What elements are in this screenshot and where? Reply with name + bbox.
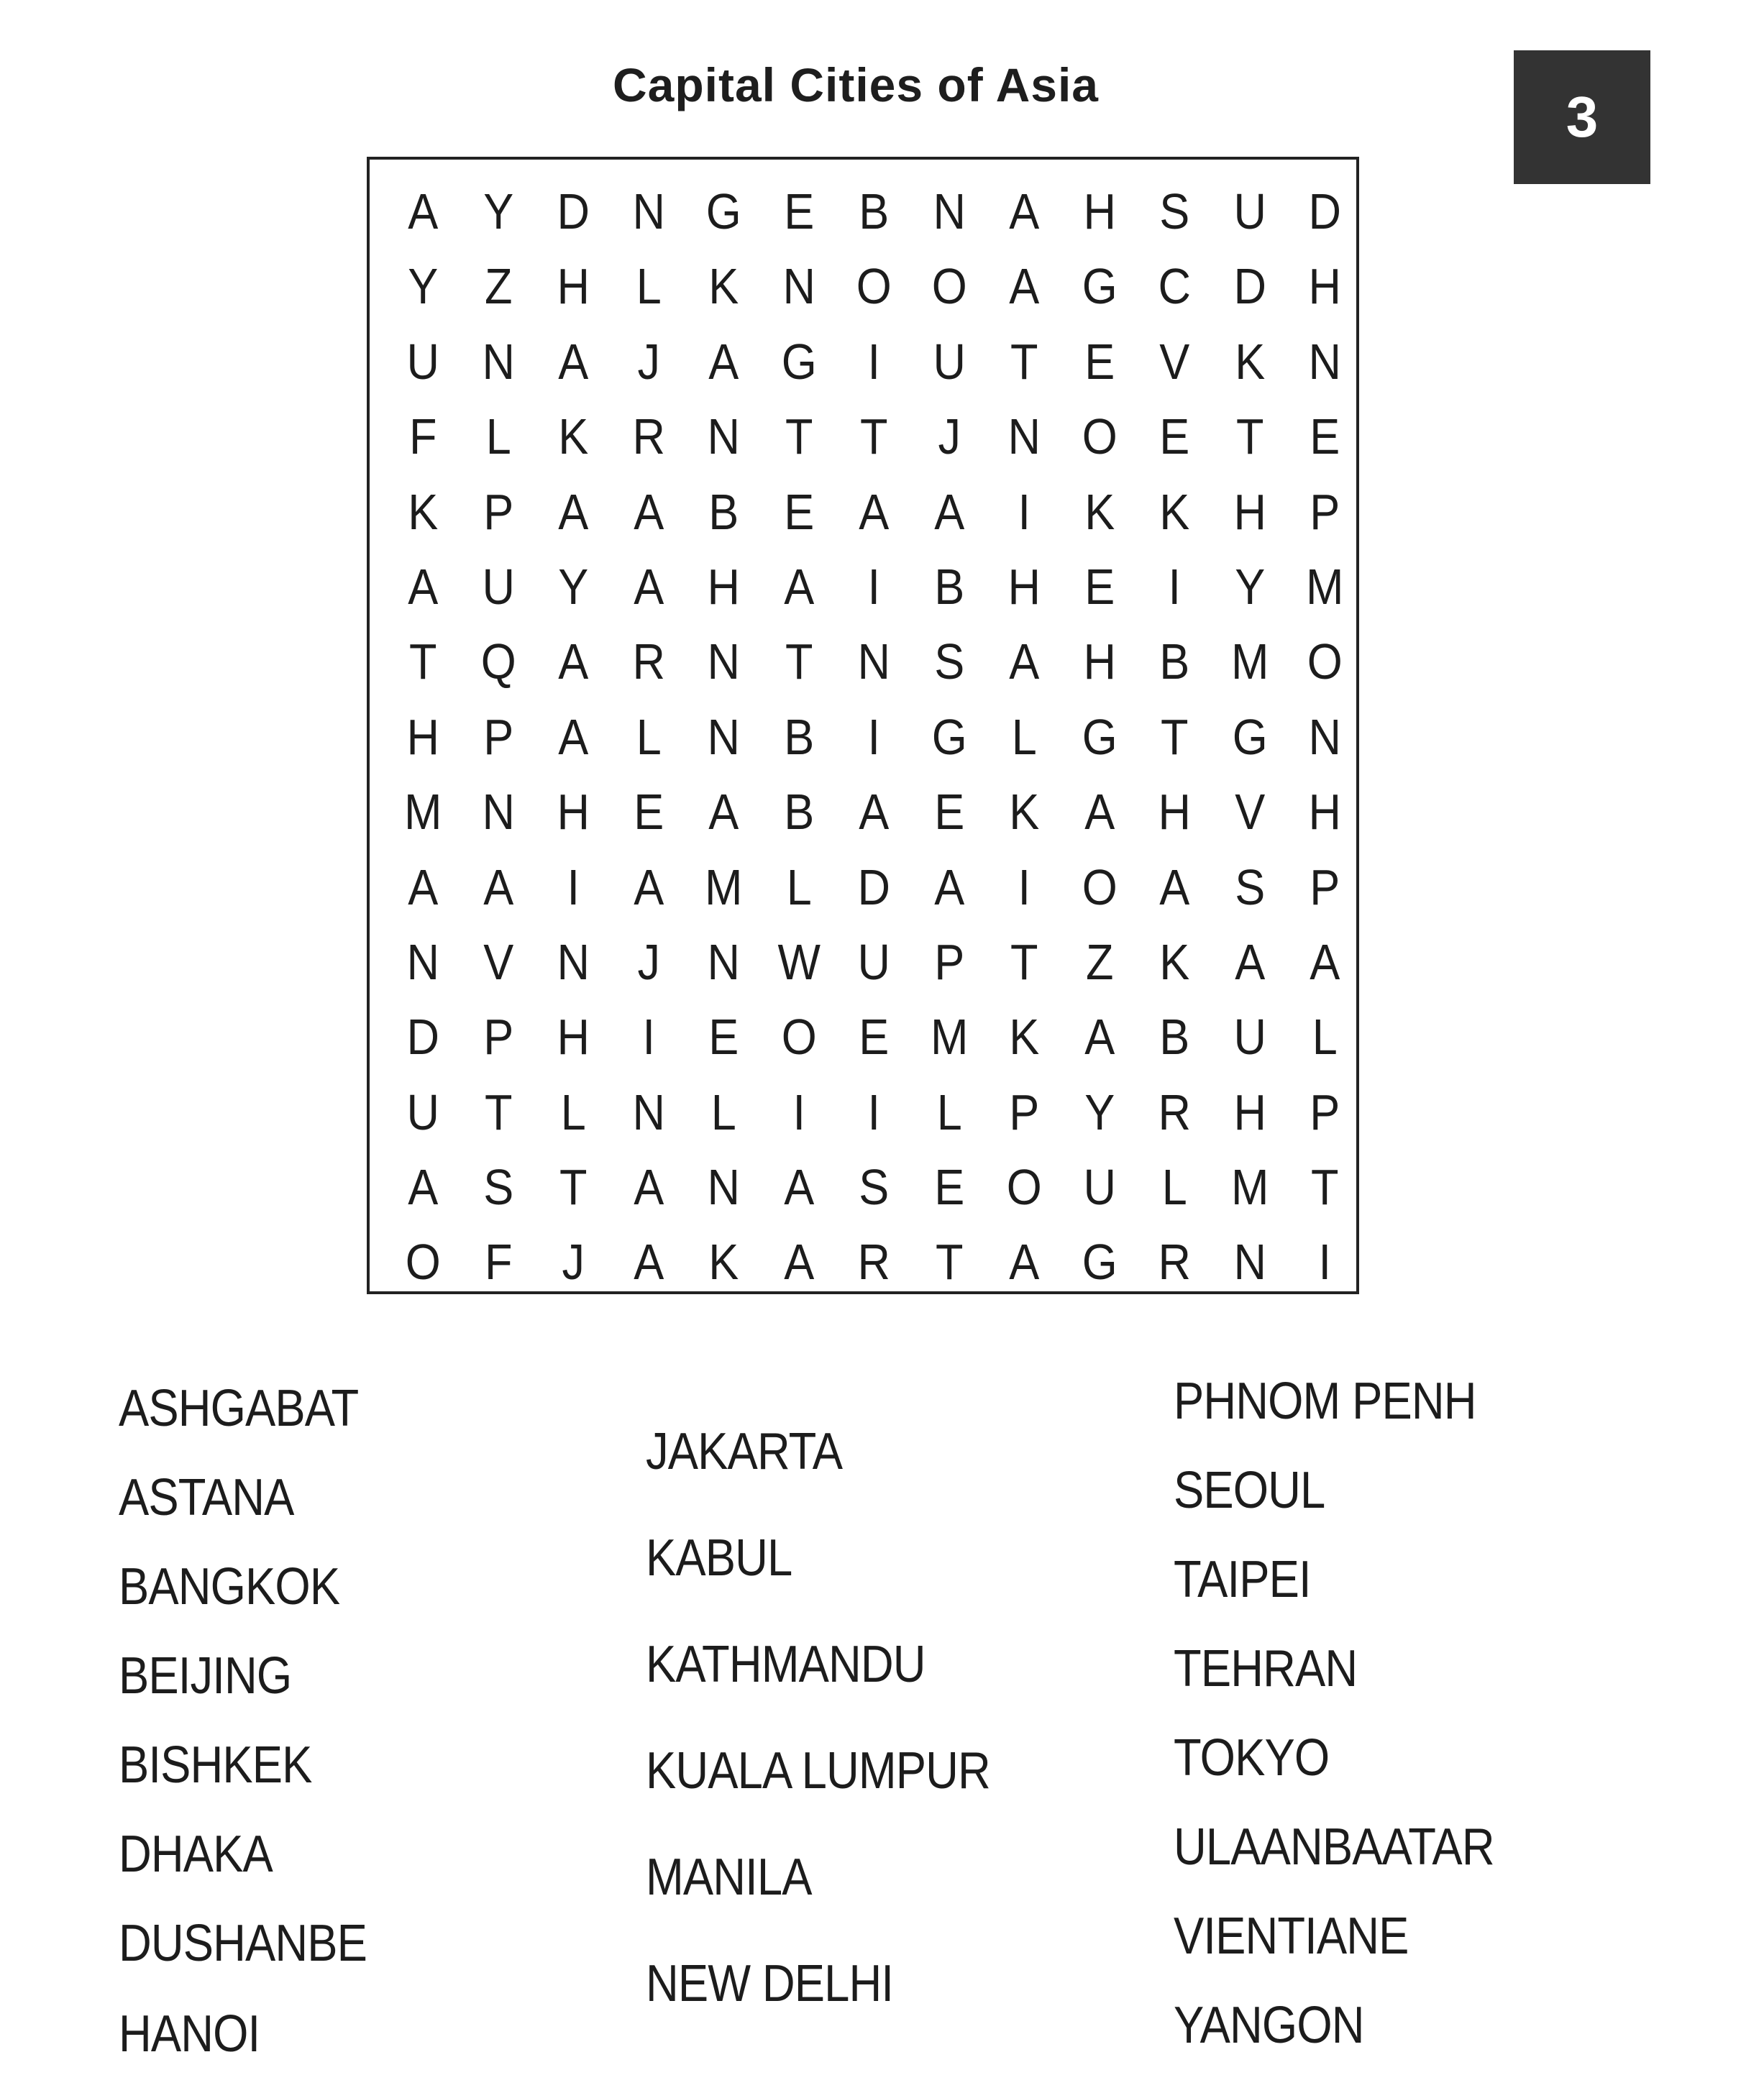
grid-cell[interactable]: L xyxy=(636,708,662,765)
grid-cell[interactable]: M xyxy=(930,1009,968,1066)
grid-cell[interactable]: N xyxy=(481,333,515,390)
grid-cell[interactable]: L xyxy=(636,258,662,315)
grid-cell[interactable]: Y xyxy=(408,258,439,315)
grid-cell[interactable]: H xyxy=(707,558,741,615)
grid-cell[interactable]: F xyxy=(484,1234,512,1291)
grid-cell[interactable]: I xyxy=(867,333,880,390)
grid-cell[interactable]: A xyxy=(558,633,589,690)
grid-cell[interactable]: T xyxy=(408,633,437,690)
grid-cell[interactable]: O xyxy=(931,258,967,315)
grid-cell[interactable]: P xyxy=(483,1009,513,1066)
grid-cell[interactable]: E xyxy=(633,784,664,841)
grid-cell[interactable]: V xyxy=(1234,784,1265,841)
word-list-item: NEW DELHI xyxy=(646,1955,894,2012)
word-list-item: KUALA LUMPUR xyxy=(646,1742,990,1800)
grid-cell[interactable]: A xyxy=(633,858,664,915)
grid-cell[interactable]: J xyxy=(637,333,660,390)
grid-cell[interactable]: K xyxy=(1159,483,1190,540)
grid-cell[interactable]: N xyxy=(707,1159,741,1216)
grid-cell[interactable]: A xyxy=(783,558,814,615)
grid-cell[interactable]: U xyxy=(1233,183,1266,239)
grid-cell[interactable]: P xyxy=(483,708,513,765)
grid-cell[interactable]: V xyxy=(1159,333,1190,390)
grid-cell[interactable]: P xyxy=(483,483,513,540)
grid-cell[interactable]: A xyxy=(1084,1009,1115,1066)
grid-cell[interactable]: K xyxy=(708,1234,739,1291)
letter-grid xyxy=(385,174,1363,1300)
grid-cell[interactable]: H xyxy=(1082,183,1116,239)
grid-cell[interactable]: A xyxy=(1009,1234,1040,1291)
grid-cell[interactable]: A xyxy=(633,1159,664,1216)
grid-cell[interactable]: Z xyxy=(484,258,512,315)
grid-cell[interactable]: K xyxy=(1009,1009,1040,1066)
grid-cell[interactable]: G xyxy=(931,708,967,765)
grid-cell[interactable]: I xyxy=(867,1084,880,1140)
grid-cell[interactable]: O xyxy=(1082,858,1118,915)
grid-cell[interactable]: L xyxy=(936,1084,962,1140)
grid-cell[interactable]: B xyxy=(783,784,814,841)
grid-cell[interactable]: N xyxy=(557,933,590,990)
grid-cell[interactable]: H xyxy=(1082,633,1116,690)
grid-cell[interactable]: D xyxy=(1233,258,1266,315)
letter-grid-box xyxy=(367,157,1359,1294)
grid-cell[interactable]: A xyxy=(1009,633,1040,690)
grid-cell[interactable]: M xyxy=(1230,1159,1269,1216)
grid-cell[interactable]: O xyxy=(1006,1159,1042,1216)
word-list-item: BANGKOK xyxy=(119,1558,340,1616)
grid-cell[interactable]: A xyxy=(1159,858,1190,915)
grid-cell[interactable]: N xyxy=(406,933,440,990)
grid-cell[interactable]: H xyxy=(557,784,590,841)
grid-cell[interactable]: N xyxy=(707,933,741,990)
grid-cell[interactable]: O xyxy=(405,1234,441,1291)
grid-cell[interactable]: K xyxy=(1009,784,1040,841)
grid-cell[interactable]: P xyxy=(1310,1084,1340,1140)
grid-cell[interactable]: A xyxy=(408,558,439,615)
grid-cell[interactable]: H xyxy=(557,258,590,315)
grid-cell[interactable]: L xyxy=(710,1084,736,1140)
grid-cell[interactable]: A xyxy=(558,483,589,540)
grid-cell[interactable]: A xyxy=(859,483,890,540)
grid-cell[interactable]: N xyxy=(932,183,966,239)
grid-cell[interactable]: I xyxy=(1018,483,1030,540)
grid-cell[interactable]: H xyxy=(1007,558,1041,615)
grid-cell[interactable]: P xyxy=(1310,858,1340,915)
grid-cell[interactable]: D xyxy=(406,1009,440,1066)
grid-cell[interactable]: G xyxy=(781,333,817,390)
grid-cell[interactable]: T xyxy=(1235,408,1263,465)
grid-cell[interactable]: T xyxy=(559,1159,588,1216)
grid-cell[interactable]: G xyxy=(1082,258,1118,315)
grid-cell[interactable]: B xyxy=(859,183,890,239)
grid-cell[interactable]: V xyxy=(483,933,513,990)
grid-cell[interactable]: R xyxy=(631,408,665,465)
grid-cell[interactable]: E xyxy=(1084,558,1115,615)
grid-cell[interactable]: T xyxy=(935,1234,963,1291)
grid-cell[interactable]: R xyxy=(1158,1234,1192,1291)
grid-cell[interactable]: G xyxy=(1232,708,1268,765)
word-list-item: VIENTIANE xyxy=(1174,1907,1409,1965)
grid-cell[interactable]: N xyxy=(631,183,665,239)
grid-cell[interactable]: T xyxy=(1160,708,1189,765)
grid-cell[interactable]: S xyxy=(859,1159,890,1216)
grid-cell[interactable]: I xyxy=(1168,558,1181,615)
grid-cell[interactable]: A xyxy=(933,858,964,915)
grid-cell[interactable]: Y xyxy=(1084,1084,1115,1140)
grid-cell[interactable]: H xyxy=(1308,784,1342,841)
grid-cell[interactable]: N xyxy=(707,408,741,465)
grid-cell[interactable]: T xyxy=(785,408,813,465)
grid-cell[interactable]: N xyxy=(1308,708,1342,765)
grid-cell[interactable]: I xyxy=(867,558,880,615)
grid-cell[interactable]: H xyxy=(406,708,440,765)
grid-cell[interactable]: E xyxy=(1159,408,1190,465)
grid-cell[interactable]: E xyxy=(859,1009,890,1066)
grid-cell[interactable]: N xyxy=(1233,1234,1266,1291)
grid-cell[interactable]: A xyxy=(783,1159,814,1216)
word-list-item: YANGON xyxy=(1174,1997,1364,2054)
grid-cell[interactable]: I xyxy=(792,1084,805,1140)
grid-cell[interactable]: W xyxy=(777,933,821,990)
grid-cell[interactable]: P xyxy=(1009,1084,1040,1140)
grid-cell[interactable]: N xyxy=(707,633,741,690)
word-list-item: HANOI xyxy=(119,2005,260,2063)
grid-cell[interactable]: J xyxy=(938,408,961,465)
grid-cell[interactable]: Z xyxy=(1085,933,1113,990)
grid-cell[interactable]: S xyxy=(1159,183,1190,239)
grid-cell[interactable]: T xyxy=(1010,333,1038,390)
grid-cell[interactable]: H xyxy=(1308,258,1342,315)
grid-cell[interactable]: L xyxy=(1312,1009,1338,1066)
grid-cell[interactable]: D xyxy=(1308,183,1342,239)
grid-cell[interactable]: S xyxy=(1234,858,1265,915)
grid-cell[interactable]: A xyxy=(483,858,513,915)
word-list-item: PHNOM PENH xyxy=(1174,1373,1476,1430)
word-list-item: SEOUL xyxy=(1174,1462,1325,1519)
grid-cell[interactable]: B xyxy=(783,708,814,765)
grid-cell[interactable]: A xyxy=(408,183,439,239)
grid-cell[interactable]: U xyxy=(406,1084,440,1140)
word-list-item: KABUL xyxy=(646,1529,792,1587)
grid-cell[interactable]: I xyxy=(641,1009,655,1066)
word-list-item: BEIJING xyxy=(119,1647,292,1705)
grid-cell[interactable]: A xyxy=(708,784,739,841)
grid-cell[interactable]: A xyxy=(859,784,890,841)
word-list-item: MANILA xyxy=(646,1849,812,1906)
grid-cell[interactable]: N xyxy=(707,708,741,765)
grid-cell[interactable]: K xyxy=(1234,333,1265,390)
grid-cell[interactable]: H xyxy=(1233,1084,1266,1140)
grid-cell[interactable]: I xyxy=(1318,1234,1331,1291)
grid-cell[interactable]: S xyxy=(483,1159,513,1216)
word-list-item: ULAANBAATAR xyxy=(1174,1818,1494,1876)
grid-cell[interactable]: A xyxy=(558,708,589,765)
grid-cell[interactable]: B xyxy=(933,558,964,615)
grid-cell[interactable]: K xyxy=(1159,933,1190,990)
puzzle-title: Capital Cities of Asia xyxy=(612,58,1100,111)
grid-cell[interactable]: H xyxy=(1158,784,1192,841)
grid-cell[interactable]: Y xyxy=(1234,558,1265,615)
grid-cell[interactable]: N xyxy=(481,784,515,841)
grid-cell[interactable]: B xyxy=(1159,1009,1190,1066)
grid-cell[interactable]: R xyxy=(1158,1084,1192,1140)
grid-cell[interactable]: K xyxy=(1084,483,1115,540)
grid-cell[interactable]: A xyxy=(633,558,664,615)
grid-cell[interactable]: N xyxy=(1007,408,1041,465)
grid-cell[interactable]: M xyxy=(1306,558,1344,615)
grid-cell[interactable]: L xyxy=(786,858,812,915)
grid-cell[interactable]: M xyxy=(705,858,743,915)
grid-cell[interactable]: L xyxy=(560,1084,586,1140)
grid-cell[interactable]: U xyxy=(1233,1009,1266,1066)
grid-cell[interactable]: I xyxy=(867,708,880,765)
grid-cell[interactable]: T xyxy=(1010,933,1038,990)
grid-cell[interactable]: B xyxy=(1159,633,1190,690)
grid-cell[interactable]: P xyxy=(933,933,964,990)
grid-cell[interactable]: J xyxy=(562,1234,585,1291)
grid-cell[interactable]: U xyxy=(857,933,891,990)
puzzle-number-badge: 3 xyxy=(1514,50,1650,184)
grid-cell[interactable]: T xyxy=(484,1084,512,1140)
grid-cell[interactable]: L xyxy=(485,408,511,465)
grid-cell[interactable]: H xyxy=(1233,483,1266,540)
grid-cell[interactable]: E xyxy=(1310,408,1340,465)
grid-cell[interactable]: N xyxy=(857,633,891,690)
grid-cell[interactable]: U xyxy=(932,333,966,390)
grid-cell[interactable]: L xyxy=(1161,1159,1187,1216)
grid-cell[interactable]: A xyxy=(1084,784,1115,841)
grid-cell[interactable]: K xyxy=(408,483,439,540)
word-list-item: JAKARTA xyxy=(646,1423,843,1480)
grid-cell[interactable]: N xyxy=(631,1084,665,1140)
grid-cell[interactable]: R xyxy=(857,1234,891,1291)
grid-cell[interactable]: T xyxy=(859,408,888,465)
grid-cell[interactable]: F xyxy=(408,408,437,465)
grid-cell[interactable]: T xyxy=(1310,1159,1339,1216)
grid-cell[interactable]: A xyxy=(708,333,739,390)
grid-cell[interactable]: U xyxy=(1082,1159,1116,1216)
grid-cell[interactable]: O xyxy=(781,1009,817,1066)
word-list-item: ASTANA xyxy=(119,1469,294,1526)
word-list-item: DHAKA xyxy=(119,1826,273,1883)
grid-cell[interactable]: A xyxy=(1234,933,1265,990)
grid-cell[interactable]: A xyxy=(933,483,964,540)
grid-cell[interactable]: N xyxy=(1308,333,1342,390)
grid-cell[interactable]: G xyxy=(1082,1234,1118,1291)
word-list-item: KATHMANDU xyxy=(646,1636,926,1693)
grid-cell[interactable]: G xyxy=(1082,708,1118,765)
grid-cell[interactable]: A xyxy=(1009,183,1040,239)
grid-cell[interactable]: U xyxy=(406,333,440,390)
grid-cell[interactable]: B xyxy=(708,483,739,540)
grid-cell[interactable]: C xyxy=(1158,258,1192,315)
grid-cell[interactable]: G xyxy=(705,183,741,239)
grid-cell[interactable]: E xyxy=(933,1159,964,1216)
grid-cell[interactable]: E xyxy=(1084,333,1115,390)
grid-cell[interactable]: H xyxy=(557,1009,590,1066)
word-list-item: BISHKEK xyxy=(119,1736,312,1794)
word-list-item: TEHRAN xyxy=(1174,1640,1358,1698)
grid-cell[interactable]: M xyxy=(404,784,442,841)
grid-cell[interactable]: D xyxy=(557,183,590,239)
grid-cell[interactable]: E xyxy=(933,784,964,841)
grid-cell[interactable]: E xyxy=(708,1009,739,1066)
word-list-item: TAIPEI xyxy=(1174,1551,1311,1608)
grid-cell[interactable]: A xyxy=(633,1234,664,1291)
grid-cell[interactable]: S xyxy=(933,633,964,690)
grid-cell[interactable]: J xyxy=(637,933,660,990)
grid-cell[interactable]: P xyxy=(1310,483,1340,540)
grid-cell[interactable]: A xyxy=(558,333,589,390)
grid-cell[interactable]: Y xyxy=(483,183,513,239)
grid-cell[interactable]: A xyxy=(1009,258,1040,315)
grid-cell[interactable]: K xyxy=(708,258,739,315)
grid-cell[interactable]: N xyxy=(782,258,815,315)
word-list-item: ASHGABAT xyxy=(119,1380,359,1437)
grid-cell[interactable]: A xyxy=(408,1159,439,1216)
grid-cell[interactable]: R xyxy=(631,633,665,690)
grid-cell[interactable]: O xyxy=(1082,408,1118,465)
grid-cell[interactable]: M xyxy=(1230,633,1269,690)
grid-cell[interactable]: K xyxy=(558,408,589,465)
grid-cell[interactable]: Q xyxy=(480,633,516,690)
grid-cell[interactable]: A xyxy=(408,858,439,915)
grid-cell[interactable]: A xyxy=(633,483,664,540)
grid-cell[interactable]: T xyxy=(785,633,813,690)
grid-cell[interactable]: A xyxy=(1310,933,1340,990)
grid-cell[interactable]: D xyxy=(857,858,891,915)
grid-cell[interactable]: A xyxy=(783,1234,814,1291)
grid-cell[interactable]: E xyxy=(783,183,814,239)
grid-cell[interactable]: Y xyxy=(558,558,589,615)
word-list-item: DUSHANBE xyxy=(119,1915,367,1972)
grid-cell[interactable]: E xyxy=(783,483,814,540)
grid-cell[interactable]: I xyxy=(567,858,580,915)
grid-cell[interactable]: L xyxy=(1011,708,1037,765)
grid-cell[interactable]: I xyxy=(1018,858,1030,915)
grid-cell[interactable]: O xyxy=(1307,633,1343,690)
grid-cell[interactable]: O xyxy=(856,258,892,315)
grid-cell[interactable]: U xyxy=(481,558,515,615)
word-list-item: TOKYO xyxy=(1174,1729,1330,1787)
